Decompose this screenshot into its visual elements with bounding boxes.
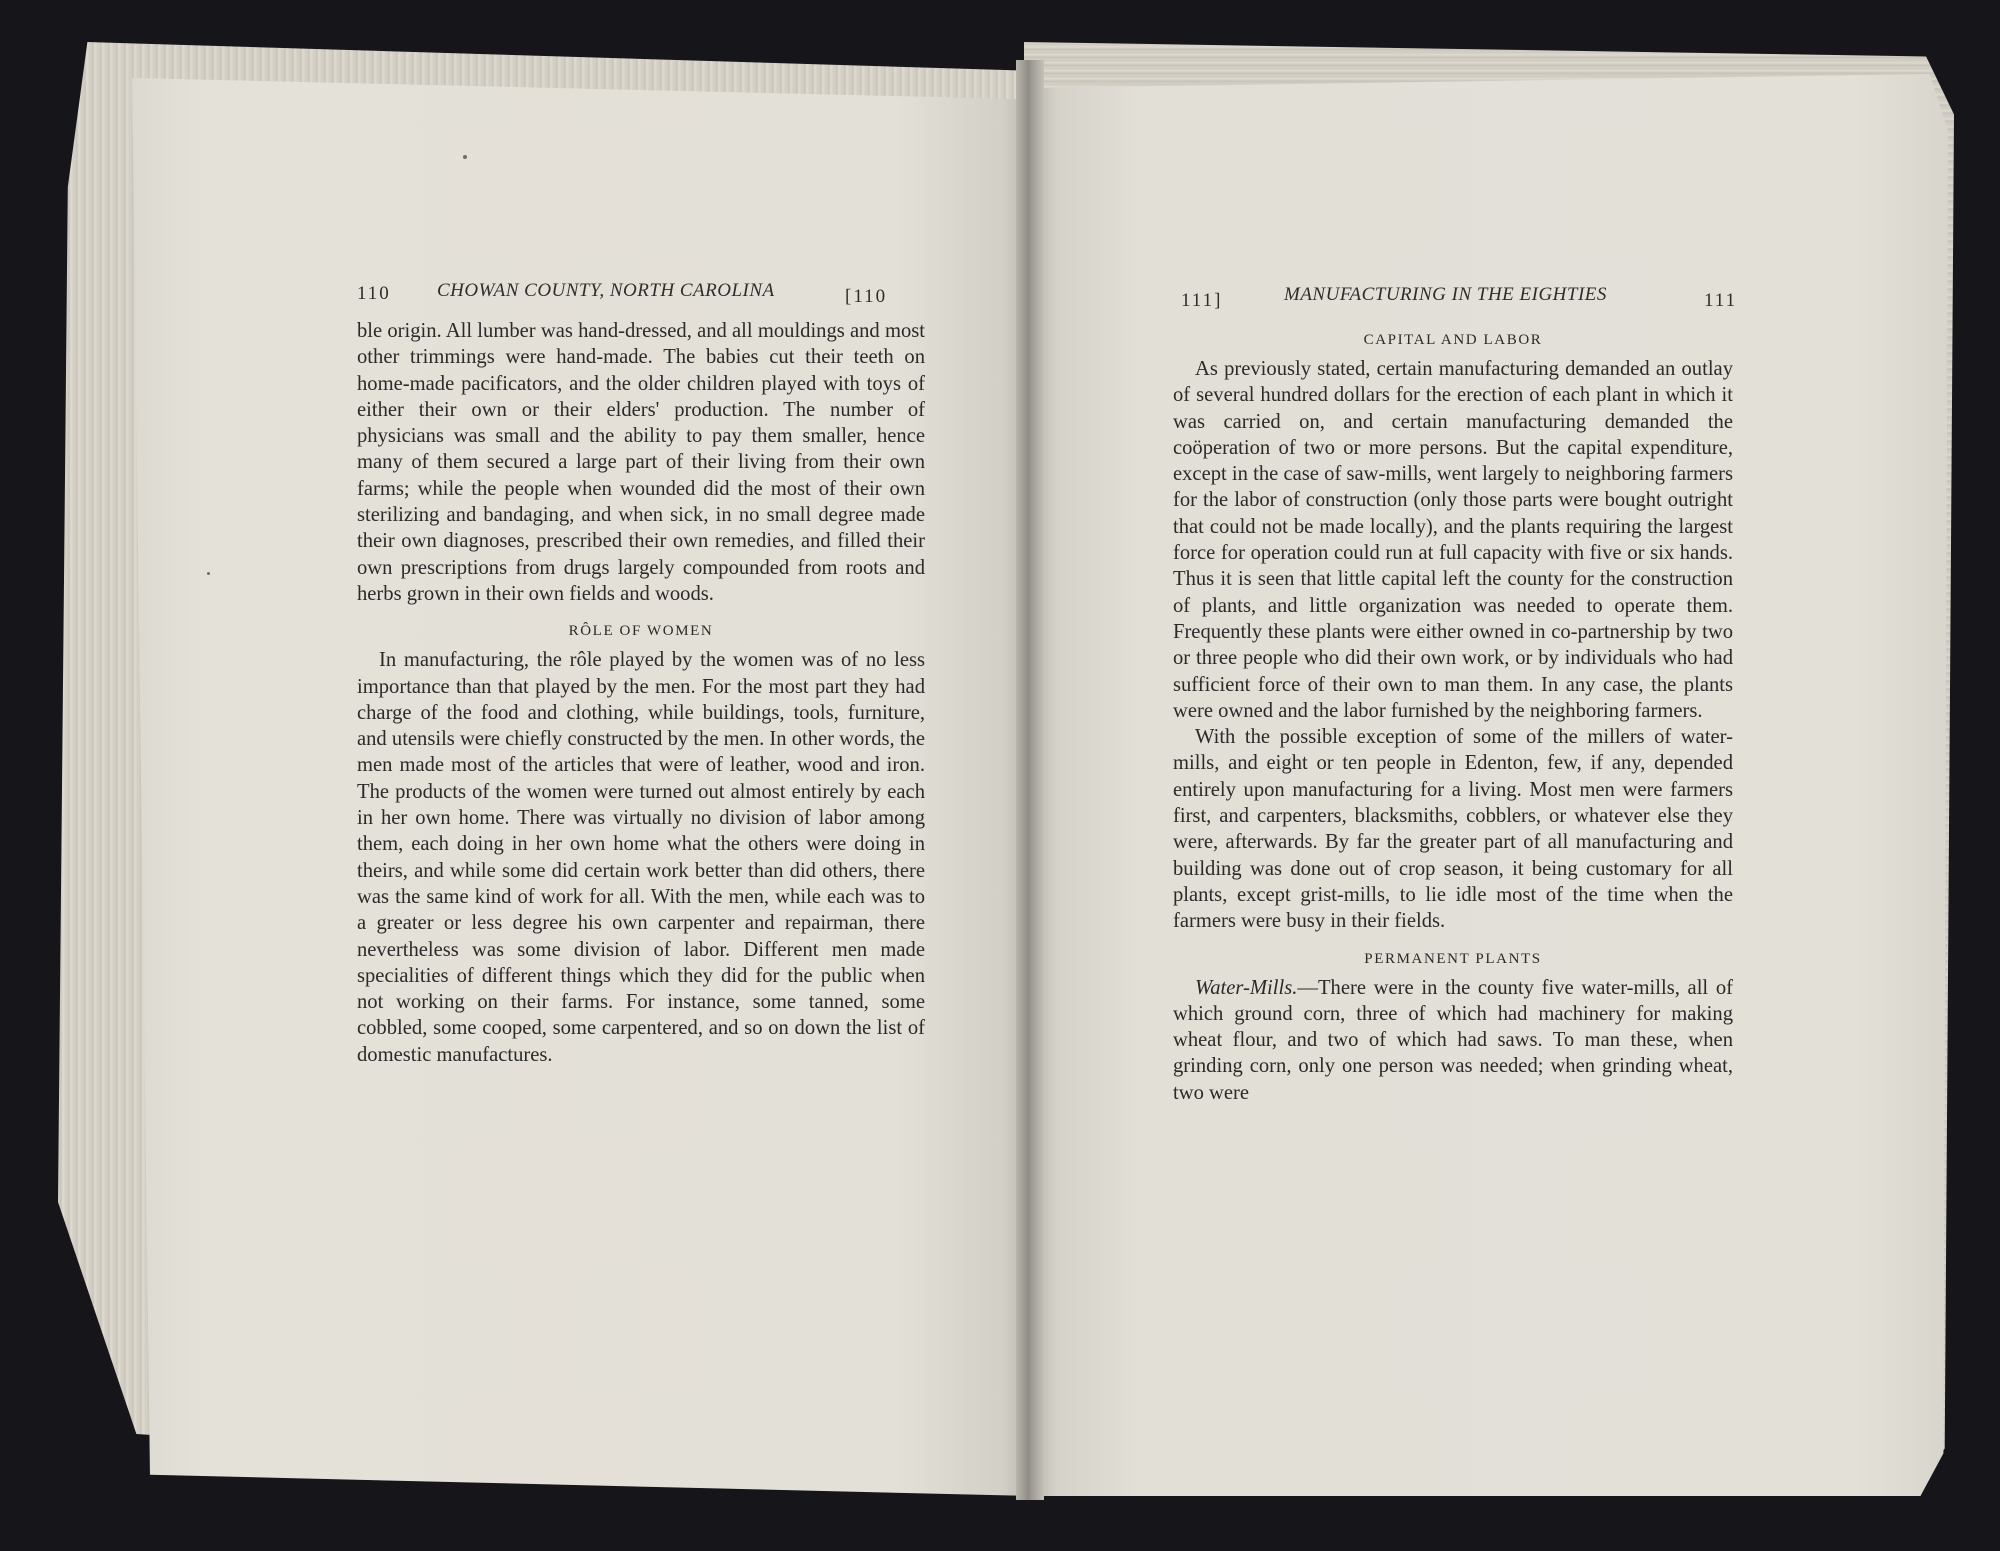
left-running-title: CHOWAN COUNTY, NORTH CAROLINA [437,280,775,301]
paragraph: In manufacturing, the rôle played by the women was of no less importance than that played by the men. For the most part they had charge of the food and clothing, while buildings, tools, furniture, and utensils were chiefly constructed by the men. In other words, the men made most of the articles that were of leather, wood and iron. The products of the women were turned out almost entirely by each in her own home. There was virtually no division of labor among them, each doing in her own home what the others were doing in theirs, and while some did certain work better than did others, there was the same kind of work for all. With the men, while each was to a greater or less degree his own carpenter and repairman, there nevertheless was some division of labor. Different men made specialities of different things which they did for the public when not working on their farms. For instance, some tanned, some cobbled, some cooped, some carpentered, and so on down the list of domestic manufactures. [357,649,925,1066]
left-running-head [357,283,391,305]
book-gutter [1016,60,1044,1500]
paragraph: ble origin. All lumber was hand-dressed, and all mouldings and most other trimmings were hand-made. The babies cut their teeth on home-made pacificators, and the older children played with toys of either their own or their elders' production. The number of physicians was small and the ability to pay them smaller, hence many of them secured a large part of their living from their own farms; while the people when wounded did the most of their own sterilizing and bandaging, and when sick, in no small degree made their own diagnoses, prescribed their own remedies, and filled their own prescriptions from drugs largely compounded from roots and herbs grown in their own fields and woods. [357,320,925,605]
right-folio-number: 111 [1704,290,1738,311]
paragraph: With the possible exception of some of the millers of water-mills, and eight or ten people in Edenton, few, if any, depended entirely upon manufacturing for a living. Most men were farmers first, and carpenters, blacksmiths, cobblers, or whatever else they were, afterwards. By far the greater part of all manufacturing and building was done out of crop season, it being customary for all plants, except grist-mills, to lie idle most of the time when the farmers were busy in their fields. [1173,726,1733,933]
section-heading: PERMANENT PLANTS [1364,950,1542,967]
section-heading: RÔLE OF WOMEN [568,623,714,640]
left-folio-number: 110 [357,283,391,304]
left-page-text [357,318,925,1068]
paper-speck [207,572,210,575]
paper-speck [463,155,467,159]
right-folio-bracket: 111] [1181,290,1223,311]
right-running-title: MANUFACTURING IN THE EIGHTIES [1284,284,1607,305]
paragraph: Water-Mills.—There were in the county five water-mills, all of which ground corn, three of which had machinery for making wheat flour, and two of which had saws. To man these, when grinding corn, only one person was needed; when grinding wheat, two were [1173,976,1733,1104]
run-in-heading: Water-Mills. [1195,976,1298,999]
right-page-text [1173,330,1733,1106]
section-heading: CAPITAL AND LABOR [1363,332,1543,348]
paragraph: As previously stated, certain manufacturing demanded an outlay of several hundred dollars for the erection of each plant in which it was carried on, and certain manufacturing demanded the coöperation of two or more persons. But the capital expenditure, except in the case of saw-mills, went largely to neighboring farmers for the labor of construction (only those parts were bought outright that could not be made locally), and the plants requiring the largest force for operation could run at full capacity with five or six hands. Thus it is seen that little capital left the county for the construction of plants, and little organization was needed to operate them. Frequently these plants were either owned in co-partnership by two or three people who did their own work, or by individuals who had sufficient force of their own to man them. In any case, the plants were owned and the labor furnished by the neighboring farmers. [1173,358,1733,722]
left-folio-bracket: [110 [845,286,888,307]
